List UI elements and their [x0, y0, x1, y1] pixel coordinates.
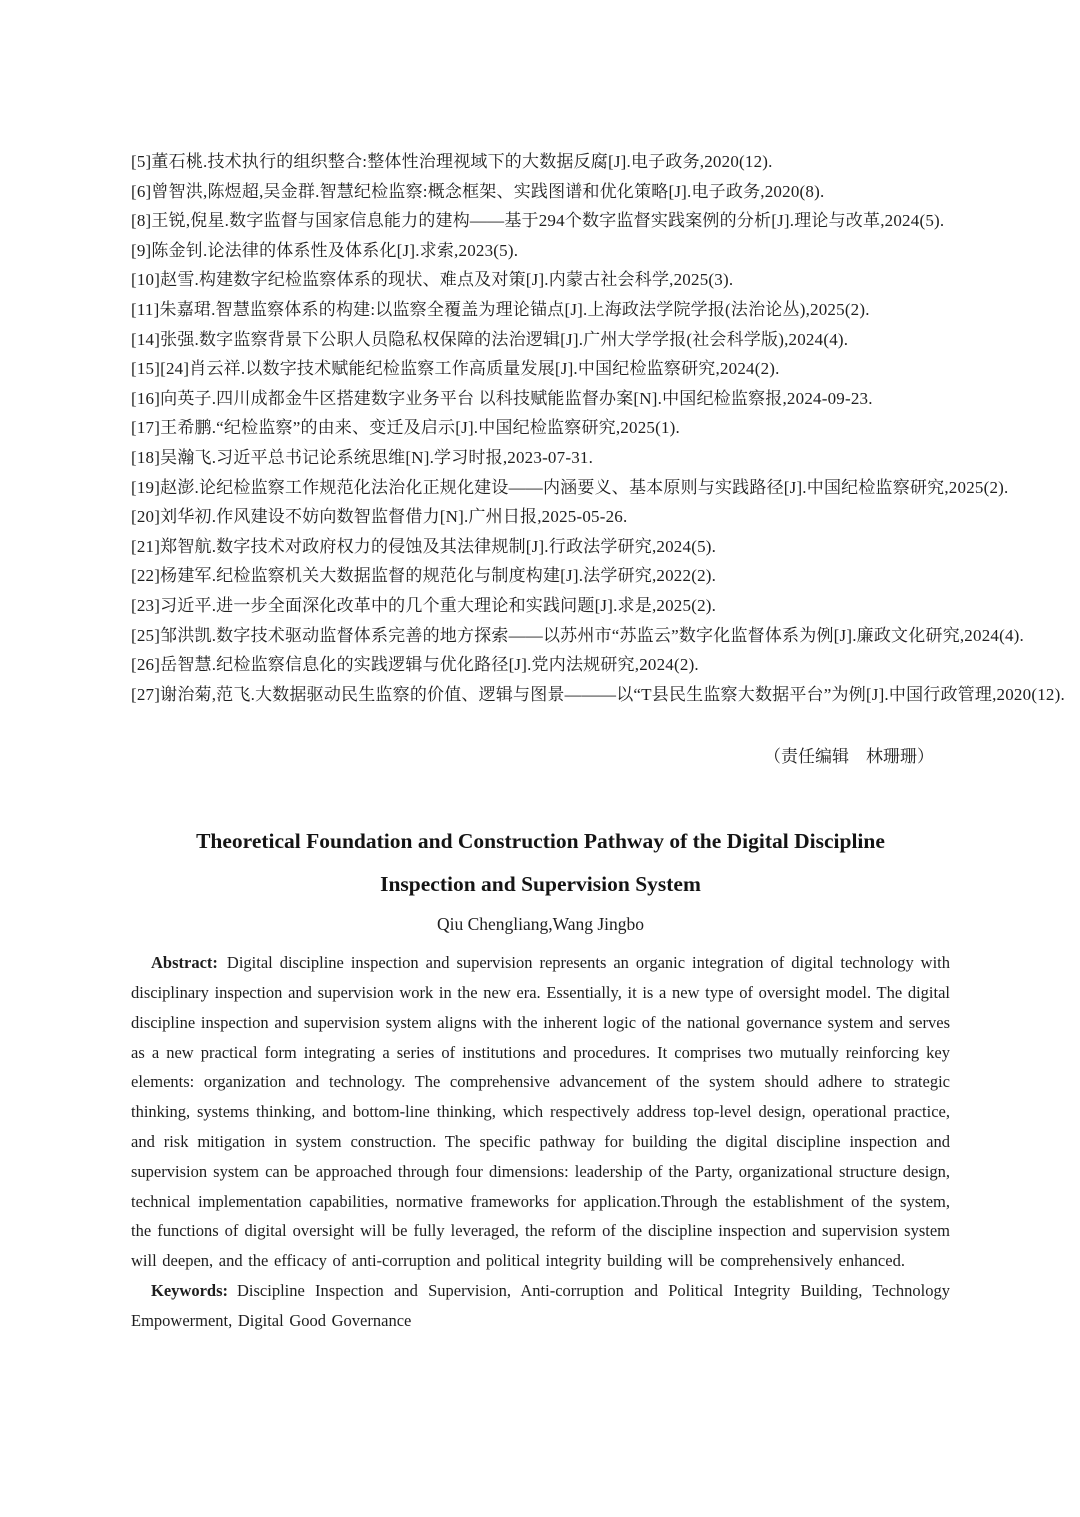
reference-item: [5]董石桃.技术执行的组织整合:整体性治理视域下的大数据反腐[J].电子政务,2020(12). — [131, 152, 773, 171]
reference-item: [22]杨建军.纪检监察机关大数据监督的规范化与制度构建[J].法学研究,2022(2). — [131, 566, 717, 586]
keywords-text: Discipline Inspection and Supervision, Anti-corruption and Political Integrity Building, Technology Empowerment, Digital Good Governance — [131, 1281, 950, 1330]
reference-item: [19]赵澎.论纪检监察工作规范化法治化正规化建设——内涵要义、基本原则与实践路径[J].中国纪检监察研究,2025(2). — [131, 477, 1009, 497]
english-title-line-1: Theoretical Foundation and Construction Pathway of the Digital Discipline — [196, 829, 885, 854]
reference-item: [16]向英子.四川成都金牛区搭建数字业务平台 以科技赋能监督办案[N].中国纪检监察报,2024-09-23. — [131, 388, 873, 408]
authors-line: Qiu Chengliang,Wang Jingbo — [436, 914, 645, 935]
editor-note: （责任编辑 林珊珊） — [764, 747, 934, 767]
abstract-label: Abstract: — [151, 953, 218, 973]
reference-item: [26]岳智慧.纪检监察信息化的实践逻辑与优化路径[J].党内法规研究,2024(2). — [131, 655, 699, 675]
reference-item: [18]吴瀚飞.习近平总书记论系统思维[N].学习时报,2023-07-31. — [131, 447, 594, 467]
keywords-paragraph — [131, 1276, 950, 1336]
reference-list — [131, 147, 1065, 709]
english-title — [131, 820, 950, 906]
reference-item: [21]郑智航.数字技术对政府权力的侵蚀及其法律规制[J].行政法学研究,2024(5). — [131, 536, 717, 556]
english-title-line-2: Inspection and Supervision System — [380, 872, 701, 897]
reference-item: [15][24]肖云祥.以数字技术赋能纪检监察工作高质量发展[J].中国纪检监察研究,2024(2). — [131, 359, 780, 379]
reference-item: [27]谢治菊,范飞.大数据驱动民生监察的价值、逻辑与图景———以“T县民生监察大数据平台”为例[J].中国行政管理,2020(12). — [131, 684, 1065, 704]
reference-item: [25]邹洪凯.数字技术驱动监督体系完善的地方探索——以苏州市“苏监云”数字化监督体系为例[J].廉政文化研究,2024(4). — [131, 625, 1024, 645]
reference-item: [9]陈金钊.论法律的体系性及体系化[J].求索,2023(5). — [131, 240, 519, 260]
reference-item: [14]张强.数字监察背景下公职人员隐私权保障的法治逻辑[J].广州大学学报(社会科学版),2024(4). — [131, 329, 849, 349]
abstract-text: Digital discipline inspection and supervision represents an organic integration of digital technology with disciplinary inspection and supervision work in the new era. Essentially, it is a new type of oversight model. The digital discipline inspection and supervision system aligns with the inherent logic of the national governance system and serves as a new practical form integrating a series of institutions and procedures. It comprises two mutually reinforcing key elements: organization and technology. The comprehensive advancement of the system should adhere to strategic thinking, systems thinking, and bottom-line thinking, which respectively address top-level design, operational practice, and risk mitigation in system construction. The specific pathway for building the digital discipline inspection and supervision system can be approached through four dimensions: leadership of the Party, organizational structure design, technical implementation capabilities, normative frameworks for application.Through the establishment of the system, the functions of digital oversight will be fully leveraged, the reform of the discipline inspection and supervision system will deepen, and the efficacy of anti-corruption and political integrity building will be comprehensively enhanced. — [131, 953, 950, 1271]
reference-item: [10]赵雪.构建数字纪检监察体系的现状、难点及对策[J].内蒙古社会科学,2025(3). — [131, 270, 734, 290]
page-content — [131, 147, 1065, 1336]
reference-item: [11]朱嘉珺.智慧监察体系的构建:以监察全覆盖为理论锚点[J].上海政法学院学报(法治论丛),2025(2). — [131, 299, 870, 319]
reference-item: [23]习近平.进一步全面深化改革中的几个重大理论和实践问题[J].求是,2025(2). — [131, 595, 717, 615]
reference-item: [20]刘华初.作风建设不妨向数智监督借力[N].广州日报,2025-05-26. — [131, 507, 628, 527]
reference-item: [17]王希鹏.“纪检监察”的由来、变迁及启示[J].中国纪检监察研究,2025(1). — [131, 418, 680, 438]
reference-item: [8]王锐,倪星.数字监督与国家信息能力的建构——基于294个数字监督实践案例的分析[J].理论与改革,2024(5). — [131, 211, 945, 231]
abstract-paragraph — [131, 948, 950, 1276]
keywords-label: Keywords: — [151, 1281, 228, 1301]
reference-item: [6]曾智洪,陈煜超,吴金群.智慧纪检监察:概念框架、实践图谱和优化策略[J].电子政务,2020(8). — [131, 181, 825, 201]
